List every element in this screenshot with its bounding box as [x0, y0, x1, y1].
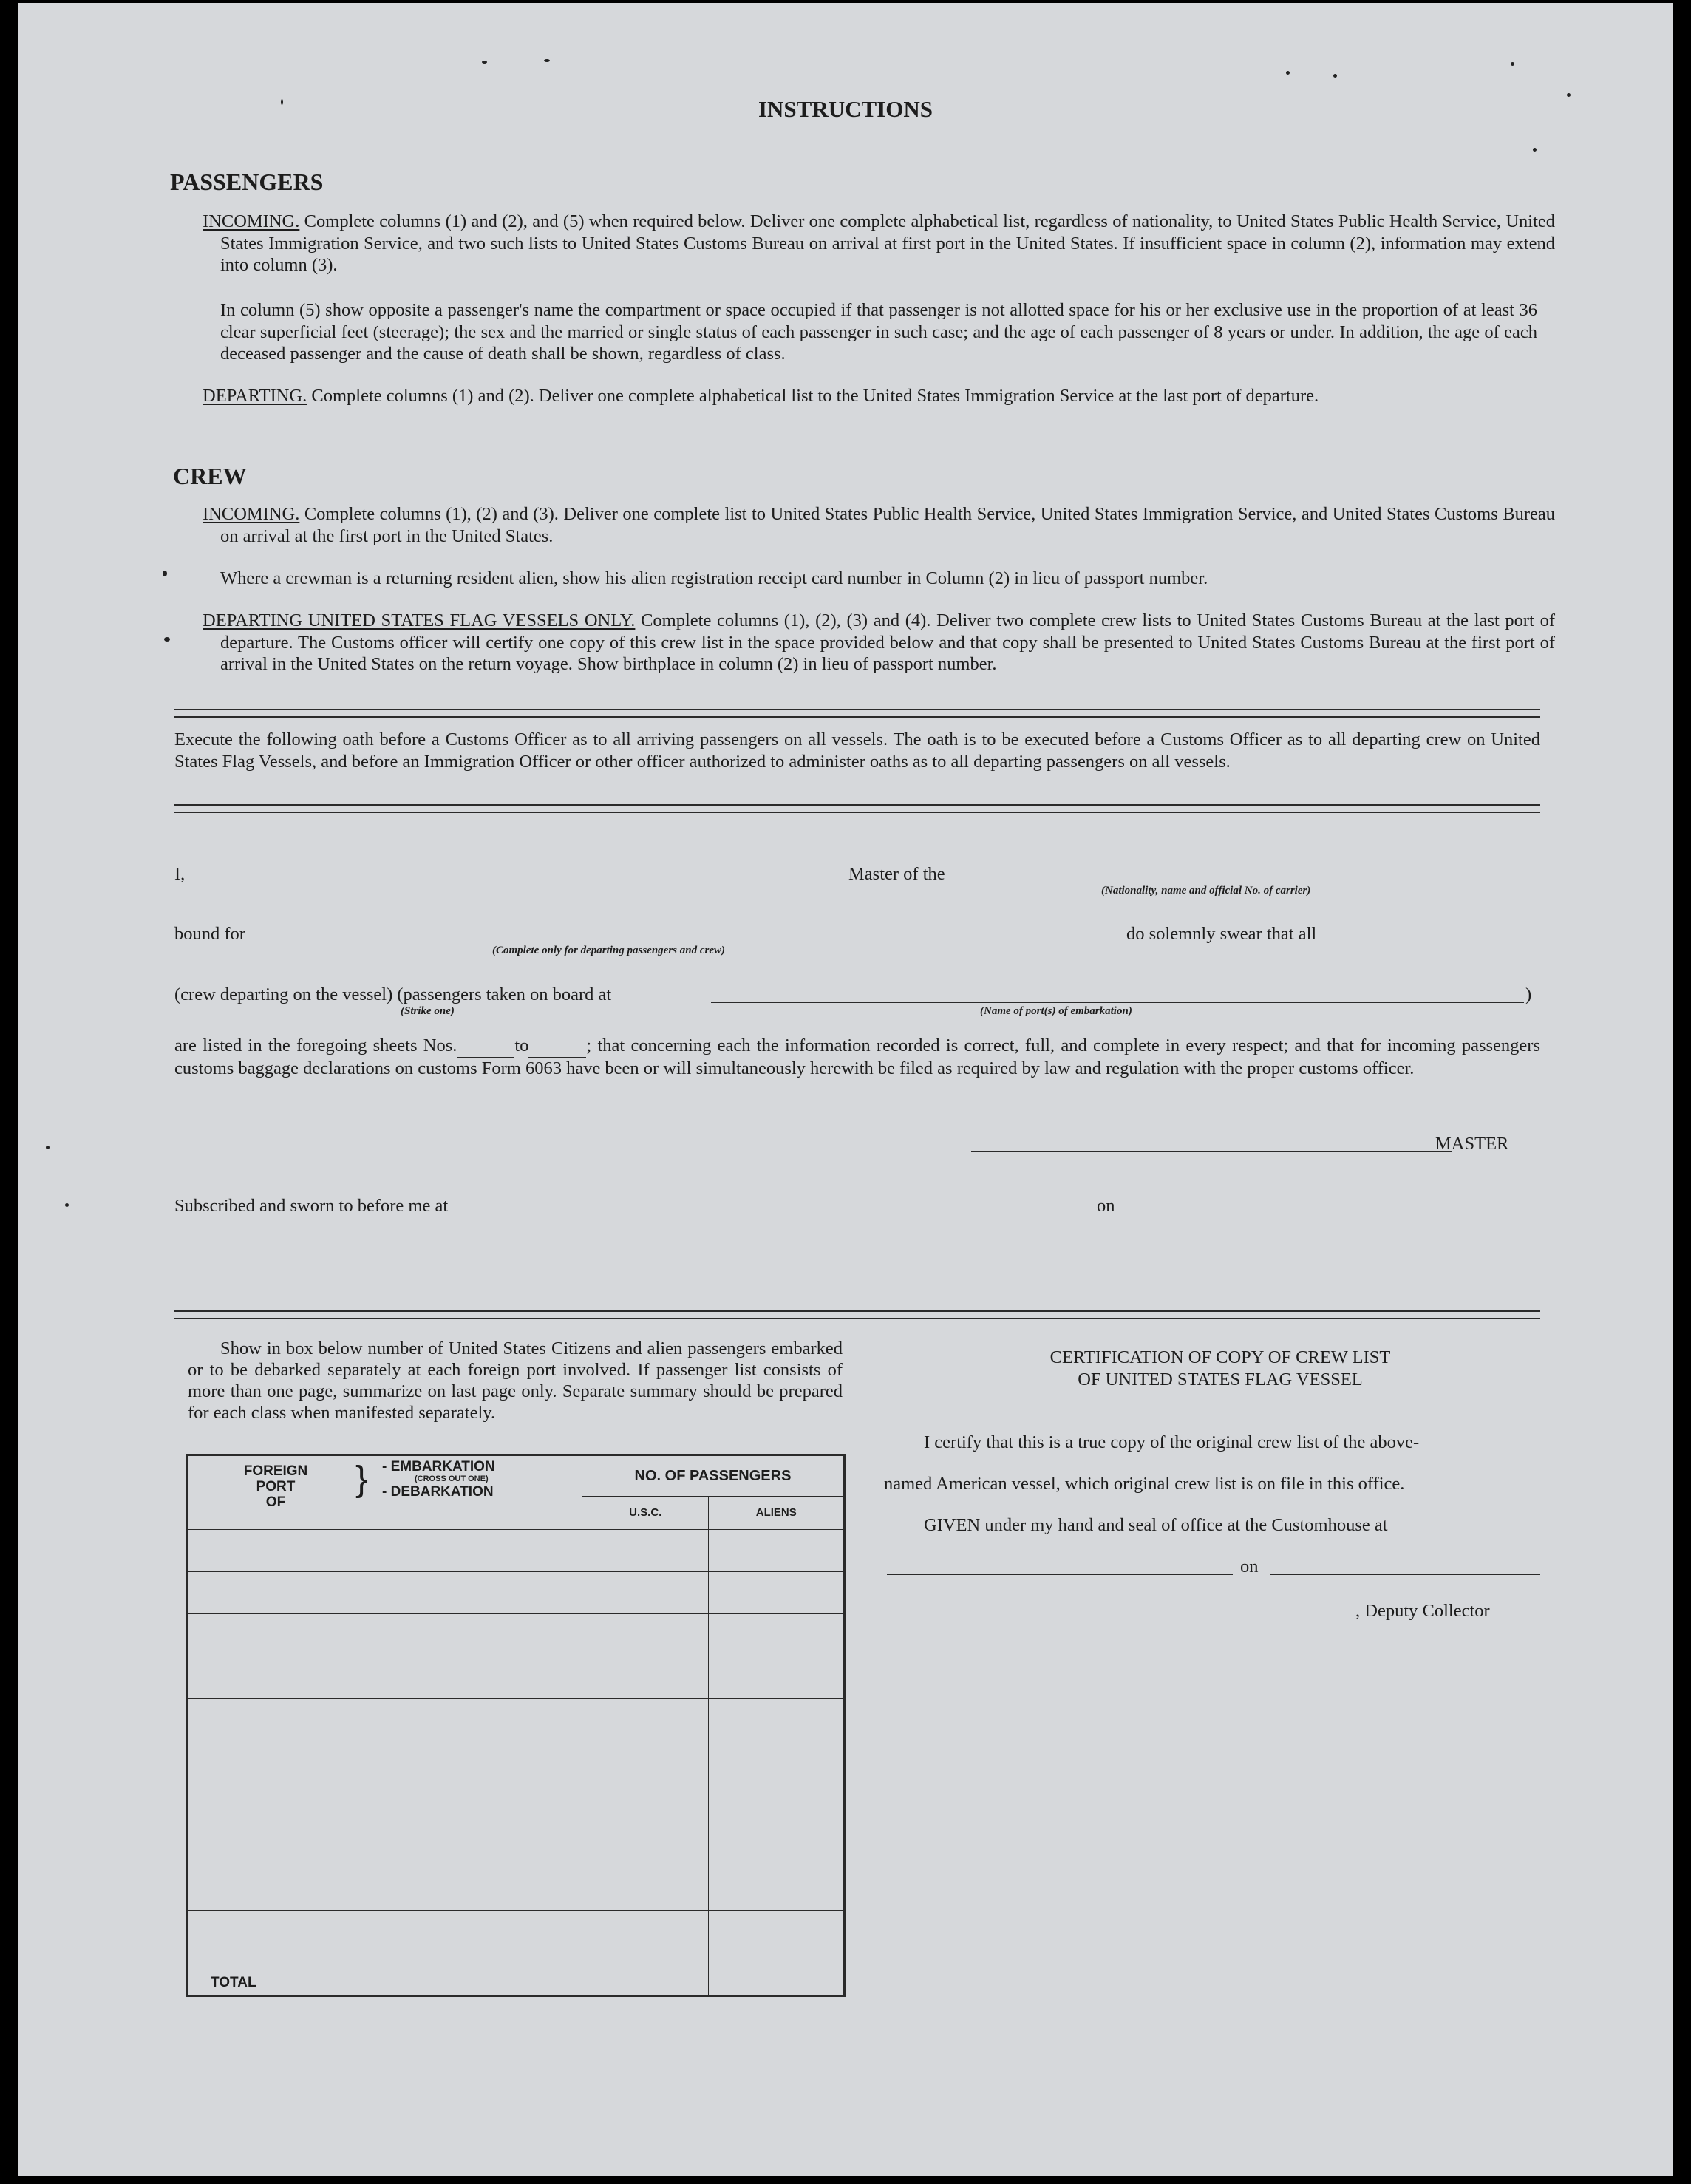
- certification-heading-line: CERTIFICATION OF COPY OF CREW LIST: [1049, 1347, 1391, 1367]
- passengers-departing-label: DEPARTING.: [203, 386, 307, 406]
- table-row: [188, 1698, 845, 1741]
- brace-icon: }: [355, 1460, 368, 1499]
- certify-line-2: named American vessel, which original crew list is on file in this office.: [884, 1474, 1405, 1494]
- aliens-cell[interactable]: [709, 1614, 845, 1656]
- usc-cell[interactable]: [582, 1571, 709, 1613]
- summary-instructions: Show in box below number of United States Citizens and alien passengers embarked or to be debarked separately at each foreign port involved. If passenger list consists of more than one page, summarize on last page only. Separate summary should be prepared for each class when manifested separately.: [188, 1338, 843, 1423]
- port-cell[interactable]: [188, 1529, 582, 1571]
- strike-one-hint: (Strike one): [401, 1005, 455, 1017]
- total-aliens-cell[interactable]: [709, 1953, 845, 1996]
- crew-departing-label: DEPARTING UNITED STATES FLAG VESSELS ONLY.: [203, 610, 636, 630]
- foreign-port-line: OF: [265, 1494, 286, 1510]
- aliens-cell[interactable]: [709, 1529, 845, 1571]
- crew-resident-alien-instructions: Where a crewman is a returning resident alien, show his alien registration receipt card number in Column (2) in lieu of passport number.: [220, 568, 1208, 588]
- usc-header: U.S.C.: [582, 1497, 709, 1529]
- passenger-summary-table: [186, 1454, 846, 1997]
- usc-cell[interactable]: [582, 1529, 709, 1571]
- certification-heading-line: OF UNITED STATES FLAG VESSEL: [1078, 1370, 1363, 1389]
- close-paren: ): [1525, 984, 1532, 1004]
- crew-departing-instructions: [203, 610, 1555, 676]
- scan-speck: [164, 637, 170, 642]
- listed-sheets-statement: [174, 1035, 1540, 1079]
- passengers-heading: PASSENGERS: [170, 169, 324, 195]
- table-row: [188, 1614, 845, 1656]
- crew-incoming-instructions: [203, 503, 1555, 547]
- usc-cell[interactable]: [582, 1698, 709, 1741]
- total-usc-cell[interactable]: [582, 1953, 709, 1996]
- usc-cell[interactable]: [582, 1614, 709, 1656]
- passengers-column5-instructions: In column (5) show opposite a passenger's name the compartment or space occupied if that passenger is not allotted space for his or her exclusive use in the proportion of at least 36 clear superficial feet (steerage); the sex and the married or single status of each passenger in such case; and the age of each passenger of 8 years or under. In addition, the age of each deceased passenger and the cause of death shall be shown, regardless of class.: [220, 300, 1537, 364]
- debarkation-option[interactable]: - DEBARKATION: [382, 1484, 494, 1500]
- table-row: [188, 1783, 845, 1826]
- table-row: [188, 1911, 845, 1953]
- section-divider: [174, 1310, 1540, 1319]
- embark-debark-options[interactable]: [382, 1459, 495, 1500]
- port-cell[interactable]: [188, 1656, 582, 1698]
- crew-incoming-label: INCOMING.: [203, 504, 300, 524]
- sheet-to-field[interactable]: [528, 1035, 586, 1058]
- certification-heading: [900, 1347, 1540, 1391]
- cert-date-field[interactable]: [1270, 1574, 1540, 1575]
- sworn-on-label: on: [1097, 1196, 1115, 1216]
- crew-heading: CREW: [173, 463, 247, 489]
- crew-incoming-text: Complete columns (1), (2) and (3). Deliver one complete list to United States Public Health Service, United States Immigration Service, and United States Customs Bureau on arrival at the first port in the United States.: [220, 504, 1555, 546]
- passengers-departing-instructions: [203, 385, 1555, 407]
- sheet-from-field[interactable]: [457, 1035, 514, 1058]
- aliens-cell[interactable]: [709, 1783, 845, 1826]
- scan-speck: [163, 571, 167, 576]
- table-row: [188, 1571, 845, 1613]
- foreign-port-line: PORT: [256, 1479, 296, 1494]
- scan-speck: [46, 1146, 50, 1149]
- certify-line-1: I certify that this is a true copy of the original crew list of the above-: [924, 1432, 1420, 1452]
- usc-cell[interactable]: [582, 1783, 709, 1826]
- usc-cell[interactable]: [582, 1741, 709, 1783]
- port-cell[interactable]: [188, 1698, 582, 1741]
- aliens-cell[interactable]: [709, 1868, 845, 1911]
- page-title: INSTRUCTIONS: [758, 96, 933, 122]
- scan-speck: [1286, 71, 1290, 75]
- port-column-header: [188, 1455, 582, 1530]
- total-row: [188, 1953, 845, 1996]
- form-page: [18, 3, 1673, 2176]
- table-row: [188, 1826, 845, 1868]
- section-divider: [174, 804, 1540, 813]
- port-cell[interactable]: [188, 1911, 582, 1953]
- aliens-cell[interactable]: [709, 1698, 845, 1741]
- port-cell[interactable]: [188, 1741, 582, 1783]
- passengers-departing-text: Complete columns (1) and (2). Deliver one complete alphabetical list to the United States Immigration Service at the last port of departure.: [311, 386, 1319, 406]
- usc-cell[interactable]: [582, 1868, 709, 1911]
- scan-speck: [65, 1203, 69, 1207]
- scan-speck: [1533, 148, 1537, 152]
- listed-text: ; that concerning each the information recorded is correct, full, and complete in every respect; and that for incoming passengers customs baggage declarations on customs Form 6063 have been or will simultaneously herewith be filed as required by law and regulation with the proper customs officer.: [174, 1035, 1540, 1078]
- aliens-header: ALIENS: [709, 1497, 845, 1529]
- subscribed-label: Subscribed and sworn to before me at: [174, 1196, 449, 1216]
- table-row: [188, 1656, 845, 1698]
- given-text: GIVEN under my hand and seal of office at the Customhouse at: [924, 1515, 1388, 1535]
- deputy-collector-label: , Deputy Collector: [1355, 1601, 1490, 1621]
- scan-speck: [1511, 62, 1514, 66]
- oath-i-label: I,: [174, 864, 186, 884]
- foreign-port-header: [231, 1463, 320, 1510]
- scan-speck: [544, 59, 550, 62]
- master-label: MASTER: [1435, 1134, 1509, 1154]
- aliens-cell[interactable]: [709, 1741, 845, 1783]
- ports-hint: (Name of port(s) of embarkation): [980, 1005, 1132, 1017]
- passengers-incoming-label: INCOMING.: [203, 211, 300, 231]
- section-divider: [174, 709, 1540, 718]
- table-row: [188, 1529, 845, 1571]
- port-cell[interactable]: [188, 1614, 582, 1656]
- master-signature-field[interactable]: [971, 1151, 1452, 1152]
- crew-departing-text: Complete columns (1), (2), (3) and (4). Deliver two complete crew lists to United States Customs Bureau at the last port of departure. The Customs officer will certify one copy of this crew list in the space provided below and that copy shall be presented to United States Customs Bureau at the first port of arrival in the United States on the return voyage. Show birthplace in column (2) in lieu of passport number.: [220, 610, 1555, 674]
- bound-for-label: bound for: [174, 924, 245, 944]
- usc-cell[interactable]: [582, 1656, 709, 1698]
- cross-out-hint: (CROSS OUT ONE): [415, 1474, 489, 1483]
- port-cell[interactable]: [188, 1783, 582, 1826]
- table-row: [188, 1868, 845, 1911]
- scan-speck: [482, 61, 487, 64]
- passengers-incoming-instructions: [203, 211, 1555, 276]
- total-label: TOTAL: [188, 1953, 582, 1996]
- departing-hint: (Complete only for departing passengers and crew): [492, 945, 725, 956]
- foreign-port-line: FOREIGN: [243, 1463, 308, 1479]
- to-label: to: [514, 1035, 529, 1055]
- table-row: [188, 1741, 845, 1783]
- usc-cell[interactable]: [582, 1911, 709, 1953]
- embarkation-port-field[interactable]: [711, 1002, 1524, 1003]
- embarkation-option[interactable]: - EMBARKATION: [382, 1459, 495, 1474]
- master-of-label: Master of the: [848, 864, 945, 884]
- scan-speck: [1333, 74, 1337, 78]
- nationality-hint: (Nationality, name and official No. of carrier): [1101, 885, 1311, 897]
- aliens-cell[interactable]: [709, 1656, 845, 1698]
- port-cell[interactable]: [188, 1826, 582, 1868]
- passengers-incoming-text: Complete columns (1) and (2), and (5) when required below. Deliver one complete alphabetical list, regardless of nationality, to United States Public Health Service, United States Immigration Service, and two such lists to United States Customs Bureau on arrival at first port in the United States. If insufficient space in column (2), information may extend into column (3).: [220, 211, 1555, 275]
- port-cell[interactable]: [188, 1868, 582, 1911]
- oath-instructions: Execute the following oath before a Customs Officer as to all arriving passengers on all vessels. The oath is to be executed before a Customs Officer as to all departing crew on United States Flag Vessels, and before an Immigration Officer or other officer authorized to administer oaths as to all departing passengers on all vessels.: [174, 729, 1540, 772]
- port-cell[interactable]: [188, 1571, 582, 1613]
- aliens-cell[interactable]: [709, 1826, 845, 1868]
- customhouse-field[interactable]: [887, 1574, 1233, 1575]
- usc-cell[interactable]: [582, 1826, 709, 1868]
- listed-label: are listed in the foregoing sheets Nos.: [174, 1035, 457, 1055]
- swear-label: do solemnly swear that all: [1126, 924, 1317, 944]
- crew-departing-label: (crew departing on the vessel) (passengers taken on board at: [174, 984, 612, 1004]
- cert-on-label: on: [1240, 1557, 1259, 1576]
- aliens-cell[interactable]: [709, 1571, 845, 1613]
- aliens-cell[interactable]: [709, 1911, 845, 1953]
- no-passengers-header: NO. OF PASSENGERS: [582, 1455, 844, 1497]
